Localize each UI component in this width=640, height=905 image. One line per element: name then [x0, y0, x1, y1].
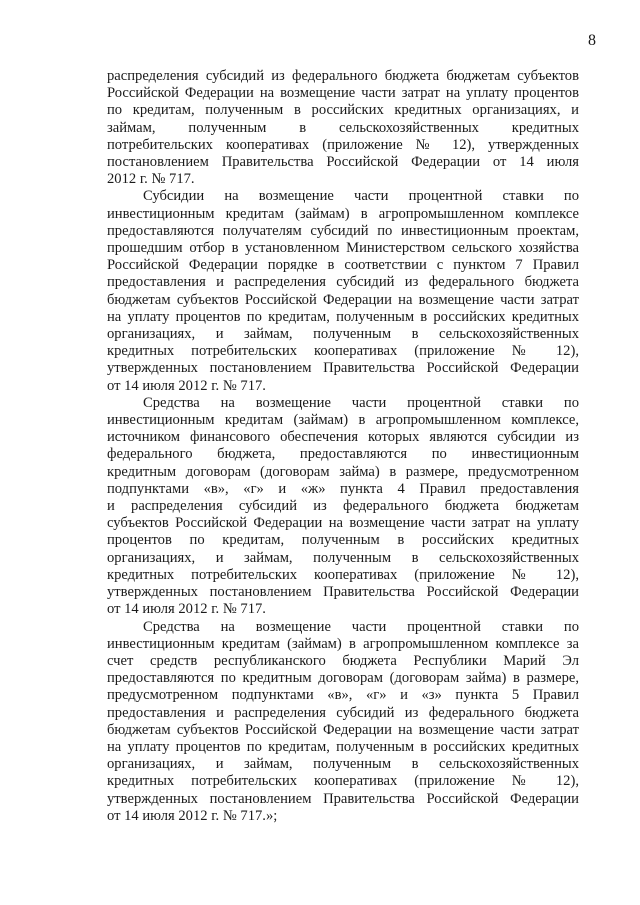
text-line: бюджетам субъектов Российской Федерации на возмещение части затрат — [107, 721, 579, 738]
text-line: от 14 июля 2012 г. № 717. — [107, 377, 266, 394]
text-line: Средства на возмещение части процентной ставки по — [143, 618, 579, 635]
document-body — [107, 68, 579, 825]
page-number: 8 — [588, 32, 596, 49]
text-line: Средства на возмещение части процентной ставки по — [143, 394, 579, 411]
text-line: предоставления и распределения субсидий из федерального бюджета — [107, 274, 579, 291]
text-line: по кредитам, полученным в российских кредитных организациях, и — [107, 102, 579, 119]
text-line: на уплату процентов по кредитам, полученным в российских кредитных — [107, 308, 579, 325]
text-line: займам, полученным в сельскохозяйственных кредитных — [107, 119, 579, 136]
text-line: организациях, и займам, полученным в сельскохозяйственных — [107, 549, 579, 566]
paragraph — [107, 395, 579, 619]
text-line: кредитных потребительских кооперативах (приложение № 12), — [107, 773, 579, 790]
paragraph — [107, 619, 579, 825]
text-line: потребительских кооперативах (приложение № 12), утвержденных — [107, 136, 579, 153]
text-line: предоставления и распределения субсидий из федерального бюджета — [107, 704, 579, 721]
text-line: от 14 июля 2012 г. № 717.»; — [107, 807, 278, 824]
text-line: постановлением Правительства Российской Федерации от 14 июля — [107, 154, 579, 171]
text-line: подпунктами «в», «г» и «ж» пункта 4 Правил предоставления — [107, 480, 579, 497]
paragraph — [107, 188, 579, 394]
paragraph — [107, 68, 579, 188]
text-line: предоставляются получателям субсидий по инвестиционным проектам, — [107, 222, 579, 239]
text-line: кредитных потребительских кооперативах (приложение № 12), — [107, 566, 579, 583]
text-line: бюджетам субъектов Российской Федерации на возмещение части затрат — [107, 291, 579, 308]
text-line: от 14 июля 2012 г. № 717. — [107, 601, 266, 618]
text-line: счет средств республиканского бюджета Республики Марий Эл — [107, 652, 579, 669]
text-line: источником финансового обеспечения которых являются субсидии из — [107, 429, 579, 446]
text-line: кредитным договорам (договорам займа) в размере, предусмотренном — [107, 463, 579, 480]
text-line: кредитных потребительских кооперативах (приложение № 12), — [107, 343, 579, 360]
text-line: Российской Федерации на возмещение части затрат на уплату процентов — [107, 85, 579, 102]
text-line: федерального бюджета, предоставляются по инвестиционным — [107, 446, 579, 463]
text-line: 2012 г. № 717. — [107, 171, 195, 188]
text-line: инвестиционным кредитам (займам) в агропромышленном комплексе — [107, 205, 579, 222]
text-line: утвержденных постановлением Правительства Российской Федерации — [107, 584, 579, 601]
text-line: утвержденных постановлением Правительства Российской Федерации — [107, 790, 579, 807]
text-line: процентов по кредитам, полученным в российских кредитных — [107, 532, 579, 549]
text-line: на уплату процентов по кредитам, полученным в российских кредитных — [107, 738, 579, 755]
text-line: организациях, и займам, полученным в сельскохозяйственных — [107, 326, 579, 343]
text-line: прошедшим отбор в установленном Министерством сельского хозяйства — [107, 240, 579, 257]
text-line: субъектов Российской Федерации на возмещение части затрат на уплату — [107, 515, 579, 532]
text-line: утвержденных постановлением Правительства Российской Федерации — [107, 360, 579, 377]
text-line: распределения субсидий из федерального бюджета бюджетам субъектов — [107, 68, 579, 84]
text-line: и распределения субсидий из федерального бюджета бюджетам — [107, 498, 579, 515]
text-line: Российской Федерации порядке в соответствии с пунктом 7 Правил — [107, 257, 579, 274]
text-line: инвестиционным кредитам (займам) в агропромышленном комплексе за — [107, 635, 579, 652]
text-line: предоставляются по кредитным договорам (договорам займа) в размере, — [107, 670, 579, 687]
text-line: Субсидии на возмещение части процентной ставки по — [143, 188, 579, 205]
text-line: инвестиционным кредитам (займам) в агропромышленном комплексе, — [107, 412, 579, 429]
text-line: организациях, и займам, полученным в сельскохозяйственных — [107, 756, 579, 773]
text-line: предусмотренном подпунктами «в», «г» и «з» пункта 5 Правил — [107, 687, 579, 704]
